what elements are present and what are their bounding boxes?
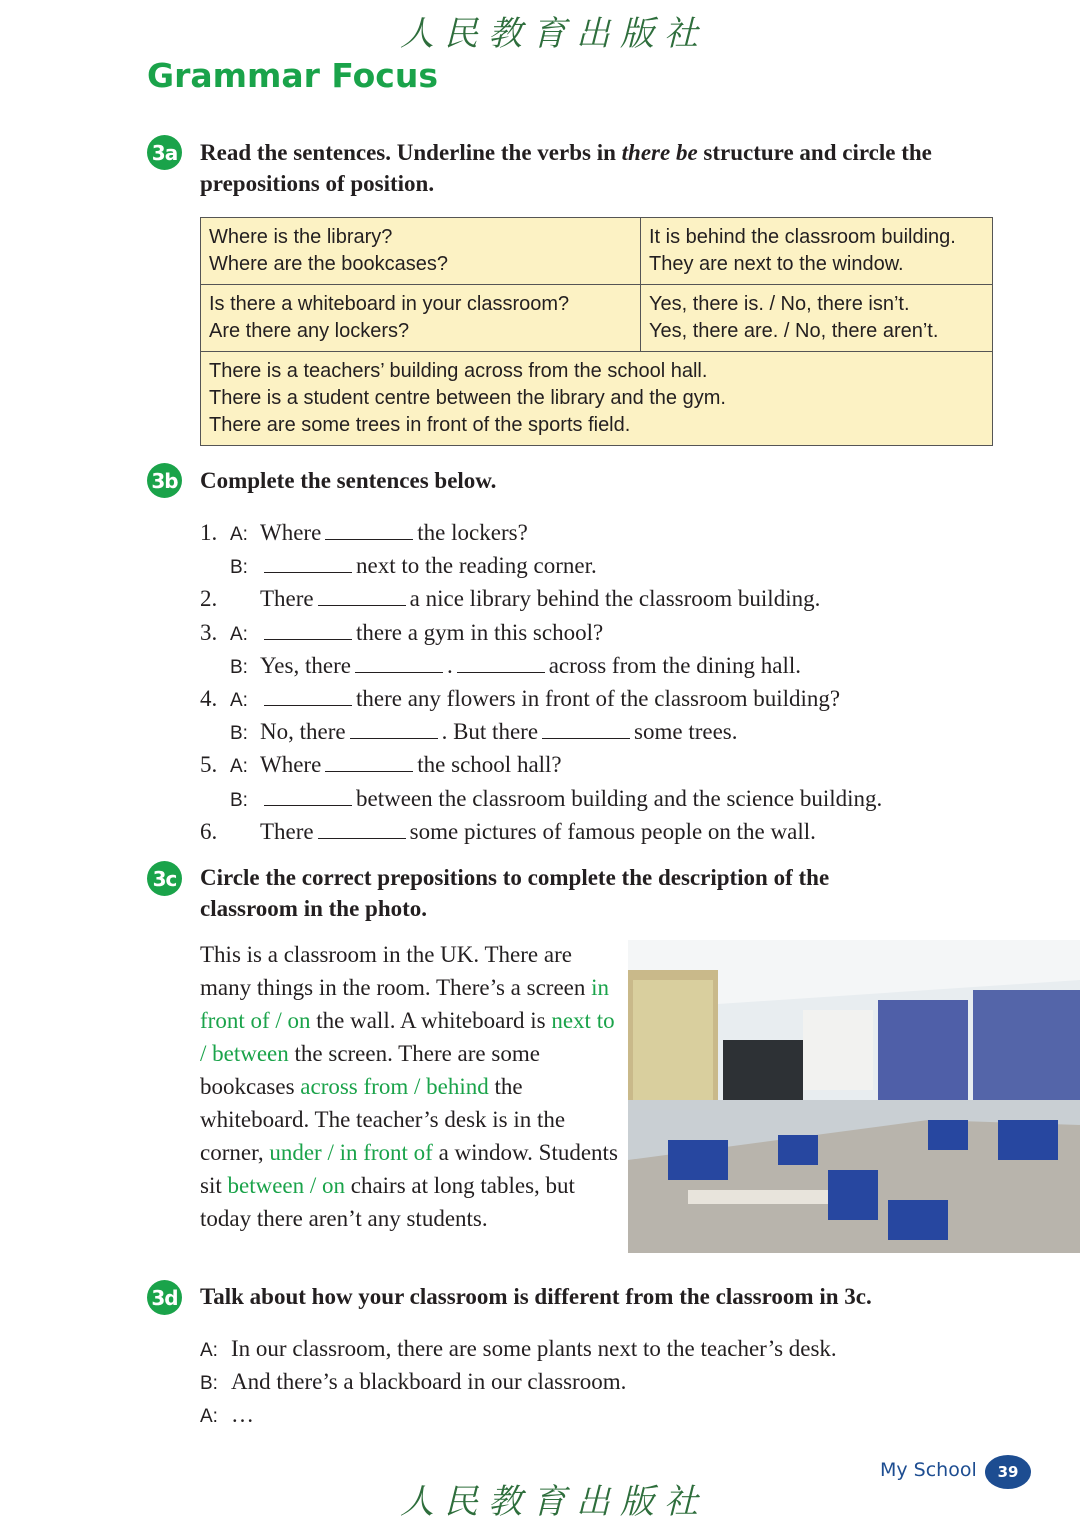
text-part: . But there	[441, 719, 539, 745]
option-3[interactable]: across from / behind	[300, 1074, 489, 1099]
cell-text: Yes, there are. / No, there aren’t.	[649, 320, 939, 342]
instruction-3c: Circle the correct prepositions to complete the description of the classroom in the photo.	[200, 865, 830, 921]
badge-3a: 3a	[147, 135, 182, 170]
text-part: No, there	[260, 719, 346, 745]
dialogue-text: …	[231, 1402, 254, 1427]
classroom-photo	[628, 940, 1080, 1253]
unit-name: My School	[880, 1459, 977, 1481]
speaker-label: A:	[200, 1406, 218, 1427]
answer-blank[interactable]	[318, 587, 406, 606]
item-number: 6.	[200, 818, 218, 844]
text-part: the school hall?	[417, 752, 562, 778]
grammar-table	[200, 217, 993, 446]
answer-blank[interactable]	[355, 654, 443, 673]
list-item	[200, 620, 603, 646]
text-part: between the classroom building and the science building.	[356, 785, 883, 811]
cell-text: There is a teachers’ building across from the school hall.	[209, 360, 708, 382]
answer-blank[interactable]	[325, 521, 413, 540]
text-part: There	[260, 586, 314, 612]
text-part: across from the dining hall.	[548, 652, 801, 678]
cell-text: Yes, there is. / No, there isn’t.	[649, 293, 910, 315]
publisher-logo: 人民教育出版社	[400, 14, 708, 54]
dialogue-text: And there’s a blackboard in our classroom.	[231, 1369, 627, 1394]
speaker-label: B:	[230, 723, 248, 745]
answer-blank[interactable]	[264, 787, 352, 806]
text-part: Where	[260, 752, 322, 778]
list-item	[200, 819, 816, 845]
instruction-3d: Talk about how your classroom is different from the classroom in 3c.	[200, 1284, 872, 1309]
publisher-logo-bottom: 人民教育出版社	[400, 1482, 708, 1522]
page-number: 39	[985, 1455, 1031, 1489]
speaker-label: A:	[200, 1340, 218, 1361]
list-item	[200, 653, 801, 679]
speaker-label: A:	[230, 623, 248, 645]
text-part: the lockers?	[417, 520, 528, 545]
badge-3b: 3b	[147, 463, 182, 498]
table-row	[201, 218, 993, 285]
cell-text: There is a student centre between the library and the gym.	[209, 387, 726, 409]
dialogue-text: In our classroom, there are some plants next to the teacher’s desk.	[231, 1336, 837, 1361]
speaker-label: A:	[230, 756, 248, 778]
item-number: 2.	[200, 586, 218, 612]
answer-blank[interactable]	[542, 720, 630, 739]
answer-blank[interactable]	[264, 621, 352, 640]
cell-text: They are next to the window.	[649, 253, 904, 275]
instruction-3a: Read the sentences. Underline the verbs in there be structure and circle the prepositions of position.	[200, 140, 932, 196]
page-title: Grammar Focus	[147, 56, 439, 95]
text-part: next to the reading corner.	[356, 553, 597, 579]
table-row	[201, 352, 993, 446]
text-part: .	[446, 652, 453, 678]
cell-text: There are some trees in front of the sports field.	[209, 414, 631, 436]
description-paragraph: This is a classroom in the UK. There are many things in the room. There’s a screen in front of / on the wall. A whiteboard is next to / between the screen. There are some bookcases across from / behind the whiteboard. The teacher’s desk is in the corner, under / in front of a window. Students sit between / on chairs at long tables, but today there aren’t any students.	[200, 942, 618, 1231]
answer-blank[interactable]	[318, 820, 406, 839]
speaker-label: A:	[230, 690, 248, 711]
text-part: Where	[260, 520, 322, 545]
speaker-label: B:	[230, 557, 248, 579]
text-part: There	[260, 818, 314, 844]
answer-blank[interactable]	[264, 687, 352, 706]
option-4[interactable]: under / in front of	[269, 1140, 433, 1165]
option-5[interactable]: between / on	[227, 1173, 345, 1198]
speaker-label: A:	[230, 524, 248, 545]
list-item	[200, 586, 820, 612]
answer-blank[interactable]	[325, 753, 413, 772]
badge-3c: 3c	[147, 861, 182, 896]
list-item	[200, 752, 562, 778]
dialogue-line	[200, 1369, 626, 1395]
speaker-label: B:	[230, 789, 248, 811]
cell-text: Is there a whiteboard in your classroom?	[209, 293, 570, 315]
badge-3d: 3d	[147, 1280, 182, 1315]
list-item	[200, 520, 528, 546]
answer-blank[interactable]	[264, 554, 352, 573]
text-part: a nice library behind the classroom building.	[409, 586, 821, 612]
speaker-label: B:	[230, 656, 248, 678]
text-part: some pictures of famous people on the wall.	[409, 818, 816, 844]
item-number: 5.	[200, 752, 218, 778]
item-number: 3.	[200, 619, 218, 645]
text-part: some trees.	[634, 719, 738, 745]
text-part: Yes, there	[260, 652, 351, 678]
text-part: there a gym in this school?	[356, 619, 604, 645]
cell-text: It is behind the classroom building.	[649, 226, 956, 248]
cell-text: Where are the bookcases?	[209, 253, 449, 275]
list-item	[200, 786, 882, 812]
cell-text: Are there any lockers?	[209, 320, 410, 342]
dialogue-line	[200, 1336, 837, 1362]
dialogue-line	[200, 1402, 254, 1428]
item-number: 4.	[200, 686, 218, 711]
answer-blank[interactable]	[457, 654, 545, 673]
option-1[interactable]: in front of / on	[200, 975, 610, 1033]
instruction-3b: Complete the sentences below.	[200, 468, 497, 493]
list-item	[200, 686, 840, 712]
list-item	[200, 553, 597, 579]
cell-text: Where is the library?	[209, 226, 393, 248]
list-item	[200, 719, 738, 745]
item-number: 1.	[200, 520, 218, 545]
text-part: there any flowers in front of the classroom building?	[356, 686, 841, 711]
speaker-label: B:	[200, 1373, 218, 1394]
table-row	[201, 285, 993, 352]
answer-blank[interactable]	[350, 720, 438, 739]
option-2[interactable]: next to / between	[200, 1008, 615, 1066]
